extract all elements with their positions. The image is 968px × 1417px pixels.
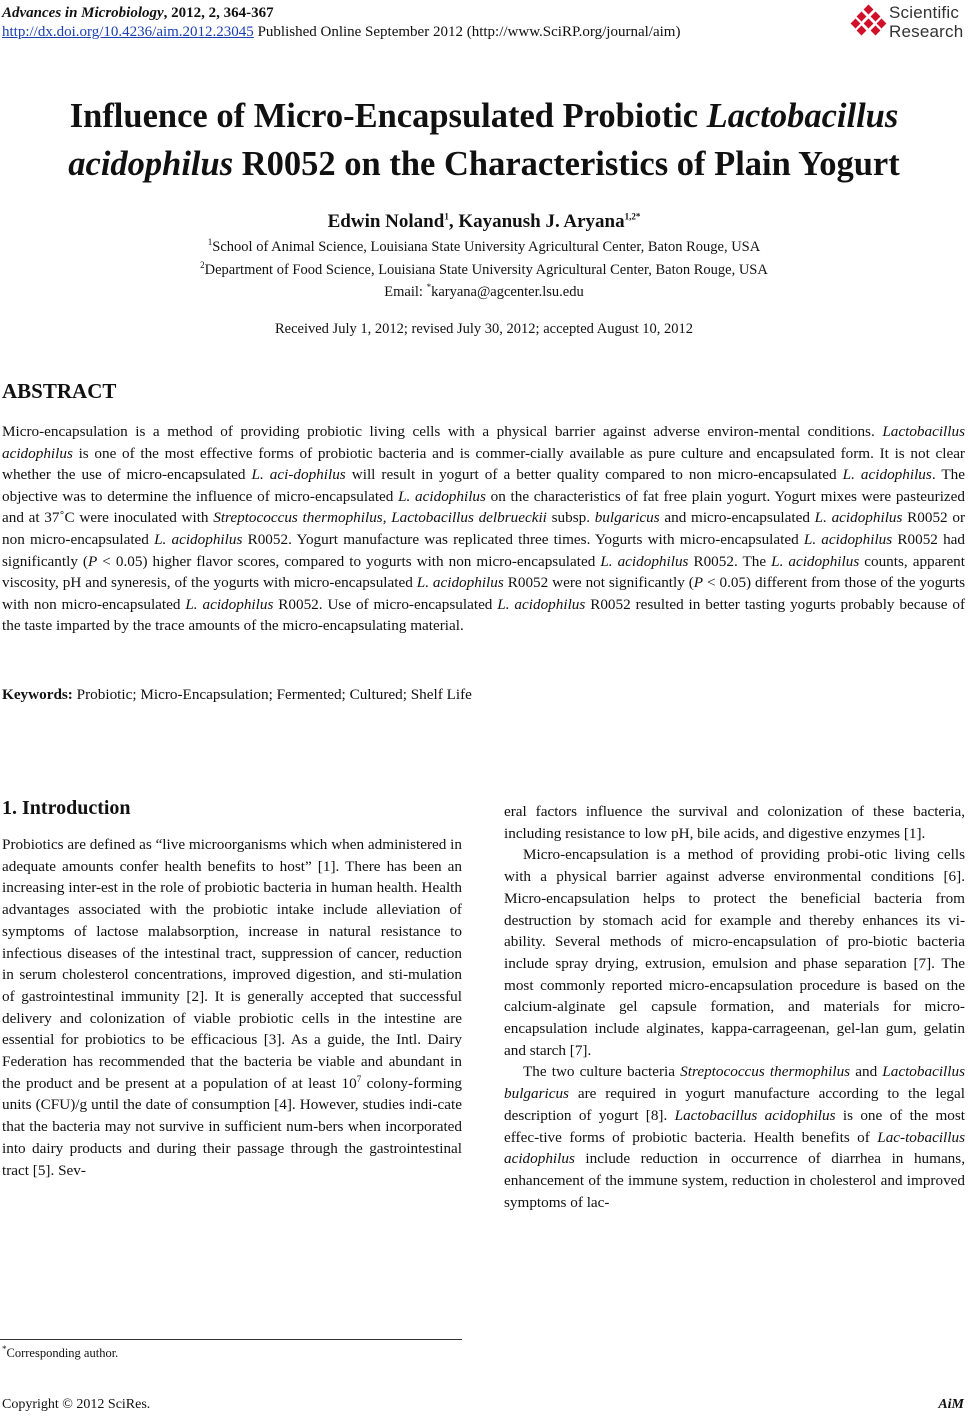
author-email: Email: *karyana@agcenter.lsu.edu (384, 282, 584, 300)
intro-left-column (2, 834, 462, 1181)
author-name: Edwin Noland (327, 211, 445, 232)
paper-title (0, 92, 968, 188)
author-name: Kayanush J. Aryana (458, 211, 625, 232)
abstract-heading: ABSTRACT (2, 379, 117, 403)
title-line-2: acidophilus R0052 on the Characteristics of Plain Yogurt (68, 145, 900, 183)
journal-citation (2, 4, 680, 23)
author-list: Edwin Noland$^1$, Kayanush J. Aryana$^{1,2*}$ (327, 211, 641, 232)
intro-paragraph: The two culture bacteria Streptococcus thermophilus and Lactobacillus bulgaricus are required in yogurt manufacture according to the legal description of yogurt [8]. Lactobacillus acidophilus is one of the most effec-tive forms of probiotic bacteria. Health benefits of Lac-tobacillus acidophilus include reduction in occurrence of diarrhea in humans, enhancement of the immune system, reduction in cholesterol and improved symptoms of lac- (504, 1063, 965, 1211)
logo-text-line2: Research (889, 22, 964, 41)
section-heading-introduction: 1. Introduction (2, 797, 131, 819)
journal-year-volume: , 2012, 2, 364-367 (163, 5, 274, 21)
intro-paragraph: eral factors influence the survival and colonization of these bacteria, including resistance to low pH, bile acids, and digestive enzymes [1]. (504, 803, 965, 842)
doi-line (2, 23, 680, 42)
affiliation-2: $^2$Department of Food Science, Louisiana State University Agricultural Center, Baton Rouge, USA (200, 260, 768, 278)
logo-dots-icon (852, 6, 886, 38)
journal-header (2, 4, 680, 42)
intro-paragraph: Probiotics are defined as “live microorganisms which when administered in adequate amounts confer health benefits to host” [1]. There has been an increasing inter-est in the role of probiotic bacteria in human health. Health advantages associated with the probiotic intake include alleviation of symptoms of lactose malabsorption, increase in natural resistance to infectious diseases of the intestinal tract, suppression of cancer, reduction in serum cholesterol concentrations, improved digestion, and sti-mulation of gastrointestinal immunity [2]. It is generally accepted that successful delivery and colonization of viable probiotic cells in the intestine are essential for probiotics to be efficacious [3]. As a guide, the Intl. Dairy Federation has recommended that the bacteria be viable and abundant in the product and be present at a population of at least $10^7$ colony-forming units (CFU)/g until the date of consumption [4]. However, studies indi-cate that the bacteria may not survive in sufficient num-bers when incorporated into dairy products and during their passage through the gastrointestinal tract [5]. Sev- (2, 836, 462, 1179)
keywords (2, 684, 965, 705)
doi-link[interactable]: http://dx.doi.org/10.4236/aim.2012.23045 (2, 24, 254, 40)
footnote-divider (0, 1339, 462, 1340)
intro-paragraph: Micro-encapsulation is a method of providing probi-otic living cells with a physical barrier against adverse environmental conditions [6]. Micro-encapsulation helps to protect the beneficial bacteria from destruction by stomach acid for example and thereby enhances its vi-ability. Several methods of micro-encapsulation of pro-biotic bacteria include spray drying, extrusion, emulsion and phase separation [7]. The most commonly reported micro-encapsulation procedure is based on the calcium-alginate gel capsule formation, and materials for micro-encapsulation include alginates, kappa-carrageenan, gel-lan gum, gelatin and starch [7]. (504, 846, 965, 1059)
intro-right-column (504, 801, 965, 1213)
copyright-notice: Copyright © 2012 SciRes. (2, 1397, 151, 1412)
affiliation-1: $^1$School of Animal Science, Louisiana State University Agricultural Center, Baton Rouge, USA (207, 237, 761, 255)
published-online: Published Online September 2012 (http://www.SciRP.org/journal/aim) (253, 24, 681, 40)
title-line-1: Influence of Micro-Encapsulated Probiotic Lactobacillus (69, 97, 899, 135)
abstract-text: Micro-encapsulation is a method of providing probiotic living cells with a physical barrier against adverse environ-mental conditions. Lactobacillus acidophilus is one of the most effective forms of probiotic bacteria and is commer-cially available as pure culture and encapsulated form. It is not clear whether the use of micro-encapsulated L. aci-dophilus will result in yogurt of a better quality compared to non micro-encapsulated L. acidophilus. The objective was to determine the influence of micro-encapsulated L. acidophilus on the characteristics of fat free plain yogurt. Yogurt mixes were pasteurized and at 37˚C were inoculated with Streptococcus thermophilus, Lactobacillus delbrueckii subsp. bulgaricus and micro-encapsulated L. acidophilus R0052 or non micro-encapsulated L. acidophilus R0052. Yogurt manufacture was replicated three times. Yogurts with micro-encapsulated L. acidophilus R0052 had significantly (P < 0.05) higher flavor scores, compared to yogurts with non micro-encapsulated L. acidophilus R0052. The L. acidophilus counts, apparent viscosity, pH and syneresis, of the yogurts with micro-encapsulated L. acidophilus R0052 were not significantly (P < 0.05) different from those of the yogurts with non micro-encapsulated L. acidophilus R0052. Use of micro-encapsulated L. acidophilus R0052 resulted in better tasting yogurts probably because of the taste imparted by the trace amounts of the micro-encapsulating material. (2, 423, 966, 635)
received-dates: Received July 1, 2012; revised July 30, 2012; accepted August 10, 2012 (274, 321, 693, 337)
journal-name: Advances in Microbiology (2, 5, 164, 21)
keywords-list: Probiotic; Micro-Encapsulation; Fermented; Cultured; Shelf Life (72, 686, 472, 703)
journal-abbreviation: AiM (938, 1397, 964, 1412)
footnote: *Corresponding author. (2, 1343, 119, 1360)
scientific-research-logo (852, 2, 968, 44)
keywords-label: Keywords: (2, 686, 73, 703)
logo-text-line1: Scientific (889, 3, 960, 22)
